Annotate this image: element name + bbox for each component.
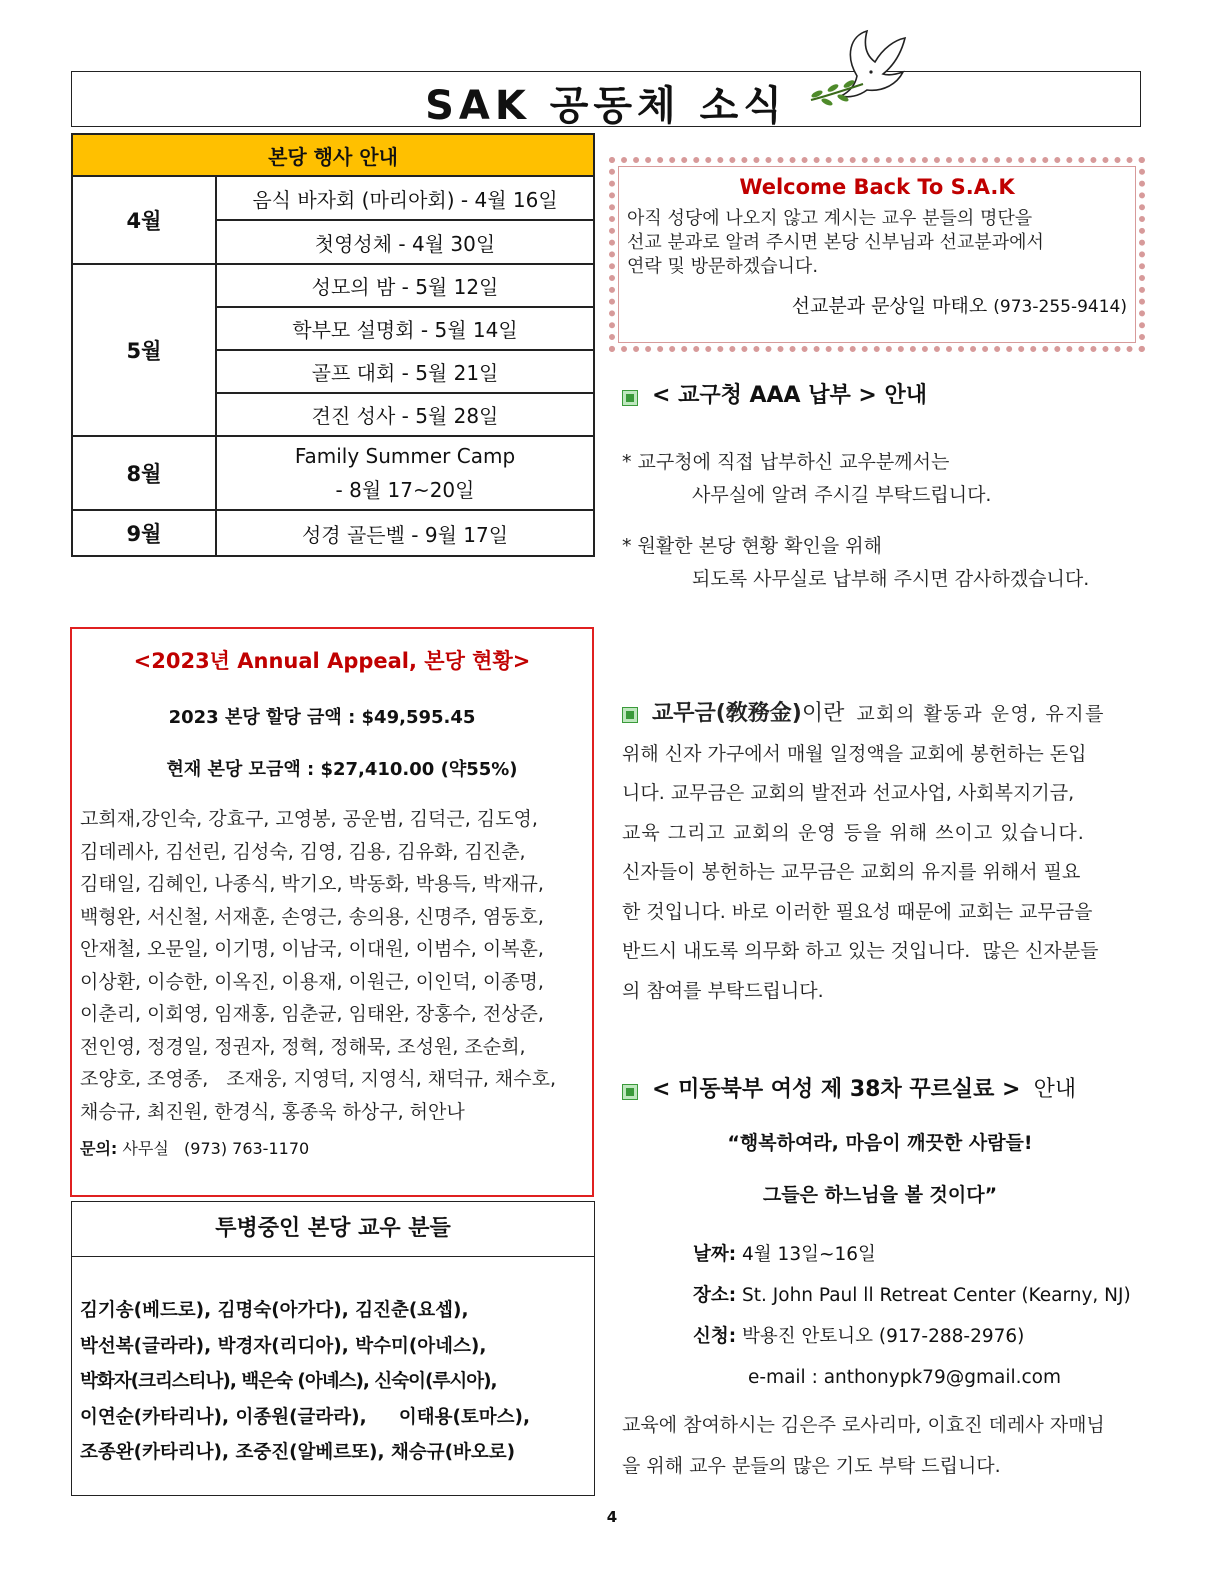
donor-line: 이상환, 이승한, 이옥진, 이용재, 이원근, 이인덕, 이종명, xyxy=(80,970,544,993)
event-item: 첫영성체 - 4월 30일 xyxy=(216,220,594,264)
event-item-line: Family Summer Camp xyxy=(294,444,516,468)
cursillo-apply: 신청: 박용진 안토니오 (917-288-2976) xyxy=(693,1326,1025,1347)
event-item: 견진 성사 - 5월 28일 xyxy=(216,393,594,436)
welcome-contact xyxy=(627,291,1127,318)
cursillo-quote xyxy=(610,1130,1150,1208)
welcome-title: Welcome Back To S.A.K xyxy=(739,175,1015,199)
quote-line: 그들은 하느님을 볼 것이다” xyxy=(762,1184,998,1206)
month-cell: 9월 xyxy=(72,510,216,556)
event-item-line: - 8월 17~20일 xyxy=(335,478,475,502)
event-item: 성경 골든벨 - 9월 17일 xyxy=(216,510,594,556)
donor-line: 조양호, 조영종, 조재웅, 지영덕, 지영식, 채덕규, 채수호, xyxy=(80,1068,557,1090)
sick-names xyxy=(72,1257,594,1471)
welcome-line: 아직 성당에 나오지 않고 계시는 교우 분들의 명단을 xyxy=(627,208,1033,229)
welcome-line: 선교 분과로 알려 주시면 본당 신부님과 선교분과에서 xyxy=(627,232,1044,253)
newsletter-header xyxy=(71,71,1141,127)
aaa-note: * 교구청에 직접 납부하신 교우분께서는 xyxy=(622,451,950,473)
gyomugeum-line: 니다. 교무금은 교회의 발전과 선교사업, 사회복지기금, xyxy=(622,782,1075,804)
prayer-line: 을 위해 교우 분들의 많은 기도 부탁 드립니다. xyxy=(622,1455,1001,1477)
month-cell: 8월 xyxy=(72,436,216,510)
sick-line: 김기송(베드로), 김명숙(아가다), 김진춘(요셉), xyxy=(80,1300,469,1321)
green-square-bullet-icon xyxy=(622,390,638,406)
cursillo-date: 날짜: 4월 13일~16일 xyxy=(693,1244,876,1265)
donor-line: 전인영, 정경일, 정권자, 정혁, 정해묵, 조성원, 조순희, xyxy=(80,1035,526,1058)
sick-line: 박선복(글라라), 박경자(리디아), 박수미(아네스), xyxy=(80,1335,487,1357)
month-cell: 4월 xyxy=(72,176,216,264)
donor-names xyxy=(80,803,584,1128)
aaa-note: * 원활한 본당 현황 확인을 위해 xyxy=(622,535,882,557)
welcome-contact-phone: (973-255-9414) xyxy=(993,297,1127,317)
cursillo-email: e-mail : anthonypk79@gmail.com xyxy=(748,1367,1061,1388)
annual-appeal-box xyxy=(70,627,594,1197)
gyomugeum-line: 신자들이 봉헌하는 교무금은 교회의 유지를 위해서 필요 xyxy=(622,861,1081,883)
welcome-line: 연락 및 방문하겠습니다. xyxy=(627,256,819,277)
donor-line: 이춘리, 이회영, 임재홍, 임춘균, 임태완, 장홍수, 전상준, xyxy=(80,1003,544,1025)
aaa-note: 사무실에 알려 주시길 부탁드립니다. xyxy=(692,484,992,506)
appeal-contact-label: 문의: xyxy=(80,1139,118,1158)
gyomugeum-section xyxy=(622,694,1138,1011)
gyomugeum-line: 한 것입니다. 바로 이러한 필요성 때문에 교회는 교무금을 xyxy=(622,900,1093,923)
dove-olive-branch-icon xyxy=(805,26,915,118)
welcome-back-box xyxy=(609,157,1145,352)
sick-line: 이연순(카타리나), 이종원(글라라), 이태용(토마스), xyxy=(80,1406,531,1428)
welcome-body xyxy=(627,207,1127,279)
event-item xyxy=(216,436,594,510)
green-square-bullet-icon xyxy=(622,707,638,723)
gyomugeum-line: 반드시 내도록 의무화 하고 있는 것입니다. 많은 신자분들 xyxy=(622,940,1099,962)
appeal-contact-text: 사무실 (973) 763-1170 xyxy=(122,1139,310,1158)
prayer-line: 교육에 참여하시는 김은주 로사리마, 이효진 데레사 자매님 xyxy=(622,1414,1105,1436)
appeal-contact xyxy=(80,1136,584,1159)
donor-line: 고희재,강인숙, 강효구, 고영봉, 공운범, 김덕근, 김도영, xyxy=(80,808,538,830)
donor-line: 백형완, 서신철, 서재훈, 손영근, 송의용, 신명주, 염동호, xyxy=(80,905,544,928)
cursillo-heading: < 미동북부 여성 제 38차 꾸르실료 > 안내 xyxy=(622,1072,1076,1103)
quote-line: “행복하여라, 마음이 깨끗한 사람들! xyxy=(727,1132,1033,1154)
gyomugeum-line: 교육 그리고 교회의 운영 등을 위해 쓰이고 있습니다. xyxy=(622,821,1085,844)
aaa-heading: < 교구청 AAA 납부 > 안내 xyxy=(622,378,927,409)
donor-line: 안재철, 오문일, 이기명, 이남국, 이대원, 이범수, 이복훈, xyxy=(80,938,544,960)
gyomugeum-line: 의 참여를 부탁드립니다. xyxy=(622,979,824,1002)
appeal-title: <2023년 Annual Appeal, 본당 현황> xyxy=(133,649,531,673)
event-item: 음식 바자회 (마리아회) - 4월 16일 xyxy=(216,176,594,220)
sick-title: 투병중인 본당 교우 분들 xyxy=(72,1202,594,1257)
cursillo-details xyxy=(693,1234,1131,1398)
sick-line: 조종완(카타리나), 조중진(알베르또), 채승규(바오로) xyxy=(80,1442,516,1463)
aaa-note: 되도록 사무실로 납부해 주시면 감사하겠습니다. xyxy=(692,568,1090,590)
events-table xyxy=(71,133,595,557)
cursillo-prayer xyxy=(622,1405,1105,1487)
event-item: 학부모 설명회 - 5월 14일 xyxy=(216,307,594,350)
gyomugeum-term-suffix: 이란 xyxy=(801,701,845,726)
event-item: 골프 대회 - 5월 21일 xyxy=(216,350,594,393)
gyomugeum-line: 위해 신자 가구에서 매월 일정액을 교회에 봉헌하는 돈입 xyxy=(622,742,1087,765)
gyomugeum-line: 교회의 활동과 운영, 유지를 xyxy=(856,703,1105,725)
sick-parishioners-box xyxy=(71,1201,595,1496)
appeal-collected-amount: 현재 본당 모금액 : $27,410.00 (약55%) xyxy=(166,759,518,780)
month-cell: 5월 xyxy=(72,264,216,436)
gyomugeum-first-line xyxy=(622,694,1138,735)
donor-line: 김태일, 김혜인, 나종식, 박기오, 박동화, 박용득, 박재규, xyxy=(80,873,544,895)
donor-line: 김데레사, 김선린, 김성숙, 김영, 김용, 김유화, 김진춘, xyxy=(80,840,526,863)
gyomugeum-term: 교무금(敎務金) xyxy=(652,701,802,726)
sick-line: 박화자(크리스티나), 백은숙 (아녜스), 신숙이(루시아), xyxy=(80,1371,497,1392)
green-square-bullet-icon xyxy=(622,1084,638,1100)
welcome-contact-name: 선교분과 문상일 마태오 xyxy=(791,295,988,317)
cursillo-place: 장소: St. John Paul ll Retreat Center (Kearny, NJ) xyxy=(693,1285,1131,1306)
appeal-assigned-amount: 2023 본당 할당 금액 : $49,595.45 xyxy=(168,707,476,728)
page-number: 4 xyxy=(606,1508,618,1526)
cursillo-heading-suffix: 안내 xyxy=(1033,1077,1077,1102)
events-table-title: 본당 행사 안내 xyxy=(72,134,594,176)
page-title: SAK 공동체 소식 xyxy=(425,83,787,129)
aaa-notes xyxy=(622,446,1089,596)
donor-line: 채승규, 최진원, 한경식, 홍종욱 하상구, 허안나 xyxy=(80,1100,465,1123)
event-item: 성모의 밤 - 5월 12일 xyxy=(216,264,594,307)
